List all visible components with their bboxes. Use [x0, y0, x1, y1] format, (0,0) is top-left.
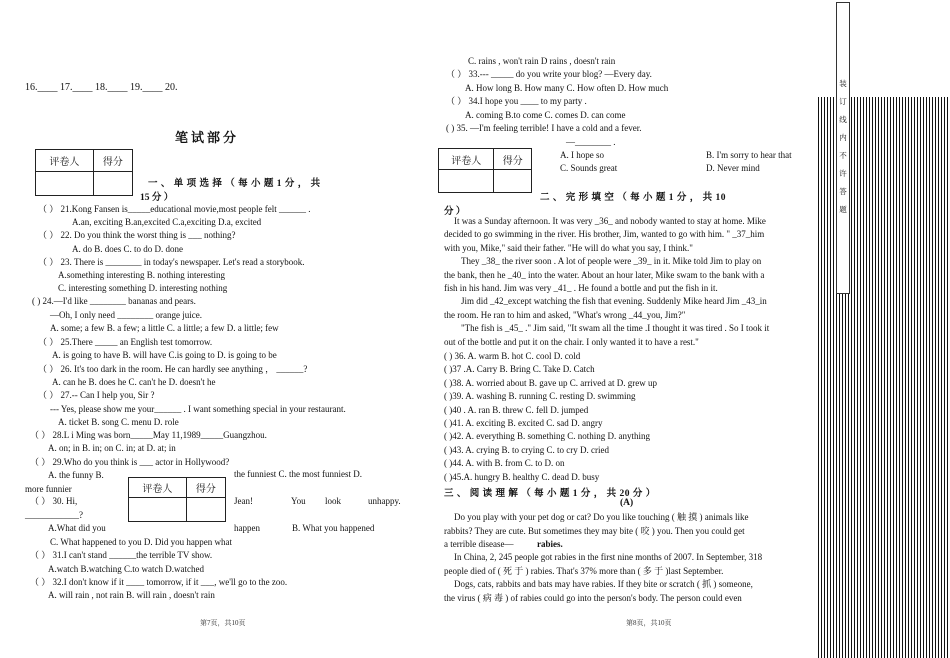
section1-heading: 一 、 单 项 选 择 （ 每 小 题 1 分 ， 共 [148, 179, 321, 189]
question-line: （ ） 32.I don't know if it ____ tomorrow, if it ___, we'll go to the zoo. [30, 577, 288, 587]
passage-line: It was a Sunday afternoon. It was very _36_ and nobody wanted to stay at home. Mike [454, 216, 766, 226]
question-line: A. some; a few B. a few; a little C. a little; a few D. a little; few [50, 323, 279, 333]
question-line: A. I hope so [560, 150, 604, 160]
question-line: A.an, exciting B.an,excited C.a,exciting D.a, excited [72, 217, 262, 227]
binding-notice: 装订线内不许答题 [839, 79, 847, 214]
score-cell[interactable] [93, 172, 132, 196]
question-line: A.something interesting B. nothing interesting [58, 270, 225, 280]
option-line: ( )43. A. crying B. to crying C. to cry D. cried [444, 444, 609, 455]
passage-line: rabbits? They are cute. But sometimes they may bite ( 咬 ) you. Then you could get [444, 526, 745, 536]
question-line: （ ） 34.I hope you ____ to my party . [446, 96, 587, 106]
question-line: （ ） 31.I can't stand ______the terrible TV show. [30, 550, 213, 560]
question-line: A. is going to have B. will have C.is going to D. is going to be [52, 350, 277, 360]
passage-line: Do you play with your pet dog or cat? Do you like touching ( 触 摸 ) animals like [454, 512, 749, 522]
question-line: D. Never mind [706, 163, 760, 173]
option-line: ( )41. A. exciting B. excited C. sad D. angry [444, 418, 603, 428]
passage-line: They _38_ the river soon . A lot of people were _39_ in it. Mike told Jim to play on [461, 256, 762, 267]
question-line: （ ） 23. There is ________ in today's newspaper. Let's read a storybook. [38, 257, 305, 267]
grader-table-3 [438, 148, 532, 193]
passage-line: fish in his hand. Jim was very _41_ . He found a bottle and put the fish in it. [444, 283, 718, 293]
question-line: A. coming B.to come C. comes D. can come [465, 110, 626, 120]
q30-option-b: B. What you happened [292, 523, 375, 533]
question-line: ( ) 35. —I'm feeling terrible! I have a cold and a fever. [446, 123, 642, 133]
section2-heading-cont: 分 ） [444, 207, 466, 217]
section2-heading: 二 、 完 形 填 空 （ 每 小 题 1 分 ， 共 10 [540, 193, 727, 203]
q30-text-look: look [325, 496, 342, 506]
option-line: ( )42. A. everything B. something C. nothing D. anything [444, 431, 650, 442]
grader-label: 评卷人 [439, 149, 494, 170]
question-line: （ ） 22. Do you think the worst thing is ___ nothing? [38, 230, 236, 240]
question-line: ____________? [25, 510, 83, 520]
q30-text-you: You [291, 496, 306, 506]
reading-part-a: (A) [620, 498, 634, 508]
passage-line: the bank, then he _40_ into the water. About an hour later, Mike swam to the bank with a [444, 269, 765, 280]
option-line: ( ) 36. A. warm B. hot C. cool D. cold [444, 351, 581, 361]
score-label: 得分 [93, 150, 132, 172]
option-line: ( )38. A. worried about B. gave up C. arrived at D. grew up [444, 377, 657, 388]
score-cell[interactable] [186, 498, 225, 522]
question-line: --- Yes, please show me your______ . I want something special in your restaurant. [50, 404, 346, 414]
section3-heading: 三 、 阅 读 理 解 （ 每 小 题 1 分 ， 共 20 分 ） [444, 489, 656, 499]
question-line: C. rains , won't rain D rains , doesn't rain [468, 56, 616, 66]
question-line: A. do B. does C. to do D. done [72, 244, 183, 254]
answer-blanks: 16.____ 17.____ 18.____ 19.____ 20. [25, 82, 178, 93]
question-line: A. can he B. does he C. can't he D. doesn't he [52, 377, 216, 387]
question-line: A. ticket B. song C. menu D. role [58, 417, 179, 427]
question-line: （ ） 26. It's too dark in the room. He can hardly see anything ， ______? [38, 364, 308, 374]
question-line: C. interesting something D. interesting nothing [58, 283, 228, 293]
question-line: （ ） 33.--- _____ do you write your blog? —Every day. [446, 69, 652, 79]
question-line: （ ） 27.-- Can I help you, Sir ? [38, 390, 155, 400]
question-line: （ ） 29.Who do you think is ___ actor in Hollywood? [30, 457, 230, 467]
passage-line: people died of ( 死 于 ) rabies. That's 37% more than ( 多 于 )last September. [444, 566, 724, 576]
question-line: ( ) 24.—I'd like ________ bananas and pears. [32, 296, 196, 306]
question-line: （ ） 25.There _____ an English test tomorrow. [38, 337, 213, 347]
option-line: ( )39. A. washing B. running C. resting D. swimming [444, 391, 636, 402]
section1-heading-cont: 15 分 ） [140, 193, 174, 203]
score-label: 得分 [186, 478, 225, 498]
passage-line: Dogs, cats, rabbits and bats may have rabies. If they bite or scratch ( 抓 ) someone, [454, 579, 753, 589]
grader-label: 评卷人 [36, 150, 94, 172]
option-line: ( )37 .A. Carry B. Bring C. Take D. Catch [444, 364, 595, 375]
grader-cell[interactable] [439, 170, 494, 193]
q29-options-cont: the funniest C. the most funniest D. [234, 469, 362, 479]
question-line: C. What happened to you D. Did you happen what [50, 537, 233, 547]
question-line: A. on; in B. in; on C. in; at D. at; in [48, 443, 176, 453]
q30-text-jean: Jean! [234, 496, 253, 506]
page-title: 笔试部分 [175, 130, 240, 145]
question-line: —________ . [566, 137, 616, 147]
question-line: B. I'm sorry to hear that [706, 150, 792, 160]
q30-text-unhappy: unhappy. [368, 496, 401, 506]
passage-line: In China, 2, 245 people got rabies in the first nine months of 2007. In September, 318 [454, 552, 763, 562]
footer-right: 第8页，共10页 [626, 619, 672, 627]
grader-cell[interactable] [36, 172, 94, 196]
option-line: ( )40 . A. ran B. threw C. fell D. jumped [444, 404, 589, 415]
grader-table-2 [128, 477, 226, 522]
question-line: A. will rain , not rain B. will rain , doesn't rain [48, 590, 215, 600]
question-line: A.What did you [48, 523, 106, 533]
passage-line: with you, Mike," said their father. "He will do what you say, I think." [444, 242, 693, 253]
rabies-bold: rabies. [537, 539, 563, 549]
score-cell[interactable] [494, 170, 532, 193]
grader-table-1 [35, 149, 133, 196]
question-line: （ ） 30. Hi, [30, 496, 78, 506]
question-line: A. How long B. How many C. How often D. How much [465, 83, 669, 93]
question-line: （ ） 28.L i Ming was born_____May 11,1989_____Guangzhou. [30, 430, 267, 440]
footer-left: 第7页，共10页 [200, 619, 246, 627]
question-line: more funnier [25, 484, 72, 494]
question-line: A.watch B.watching C.to watch D.watched [48, 564, 204, 574]
option-line: ( )44. A. with B. from C. to D. on [444, 458, 565, 469]
passage-line: Jim did _42_except watching the fish that evening. Suddenly Mike heard Jim _43_in [461, 296, 767, 307]
option-line: ( )45.A. hungry B. healthy C. dead D. busy [444, 471, 600, 482]
question-line: C. Sounds great [560, 163, 618, 173]
passage-line: "The fish is _45_ ." Jim said, "It swam all the time .I thought it was tired . So I took it [461, 323, 770, 334]
grader-cell[interactable] [129, 498, 187, 522]
passage-line: the room. He ran to him and asked, "What's wrong _44_you, Jim?" [444, 309, 686, 320]
question-line: —Oh, I only need ________ orange juice. [50, 310, 202, 320]
question-line: （ ） 21.Kong Fansen is_____educational movie,most people felt ______ . [38, 204, 311, 214]
passage-line: decided to go swimming in the river. His brother, Jim, wanted to go with him. " _37_him [444, 229, 765, 240]
grader-label: 评卷人 [129, 478, 187, 498]
score-label: 得分 [494, 149, 532, 170]
passage-line: a terrible disease— [444, 539, 514, 549]
question-line: A. the funny B. [48, 470, 104, 480]
passage-line: out of the bottle and put it on the chair. I only wanted it to have a rest." [444, 336, 699, 347]
passage-line: the virus ( 病 毒 ) of rabies could go into the person's body. The person could even [444, 593, 742, 603]
q30-text-happen: happen [234, 523, 260, 533]
